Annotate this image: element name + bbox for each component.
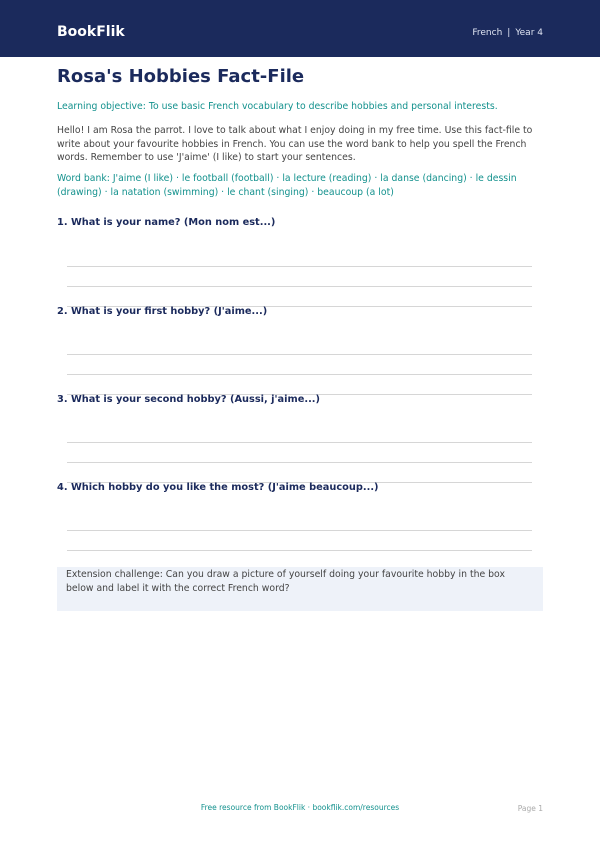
footer-text: Free resource from BookFlik · bookflik.com/resources (200, 803, 400, 812)
word-bank: Word bank: J'aime (I like) · le football (football) · la lecture (reading) · la danse (dancing) · le dessin (drawing) · la natation (swimming) · le chant (singing) · beaucoup (a lot) (57, 173, 517, 198)
answer-line (67, 266, 532, 267)
answer-line (67, 462, 532, 463)
intro-text: Hello! I am Rosa the parrot. I love to talk about what I enjoy doing in my free time. Use this fact-file to write about your favourite hobbies in French. You can use the word bank to help you spell the French words. Remember to use 'J'aime' (I like) to start your sentences. (57, 125, 533, 163)
header-meta (472, 26, 543, 40)
answer-line (67, 530, 532, 531)
header-bar (0, 0, 600, 57)
brand-logo: BookFlik (57, 24, 125, 40)
question-2: 2. What is your first hobby? (J'aime...) (57, 306, 268, 317)
question-1: 1. What is your name? (Mon nom est...) (57, 217, 276, 228)
answer-line (67, 374, 532, 375)
question-4: 4. Which hobby do you like the most? (J'aime beaucoup...) (57, 482, 379, 493)
learning-objective: Learning objective: To use basic French vocabulary to describe hobbies and personal interests. (57, 101, 498, 112)
answer-line (67, 550, 532, 551)
subject-label: French (472, 28, 503, 38)
extension-text: Extension challenge: Can you draw a picture of yourself doing your favourite hobby in the box below and label it with the correct French word? (66, 569, 505, 594)
page-number: Page 1 (517, 804, 543, 813)
meta-separator: | (507, 28, 511, 38)
answer-line (67, 354, 532, 355)
year-label: Year 4 (515, 28, 543, 38)
question-3: 3. What is your second hobby? (Aussi, j'aime...) (57, 394, 320, 405)
answer-line (67, 286, 532, 287)
extension-box (57, 567, 543, 611)
page-title: Rosa's Hobbies Fact-File (57, 66, 305, 87)
answer-line (67, 442, 532, 443)
